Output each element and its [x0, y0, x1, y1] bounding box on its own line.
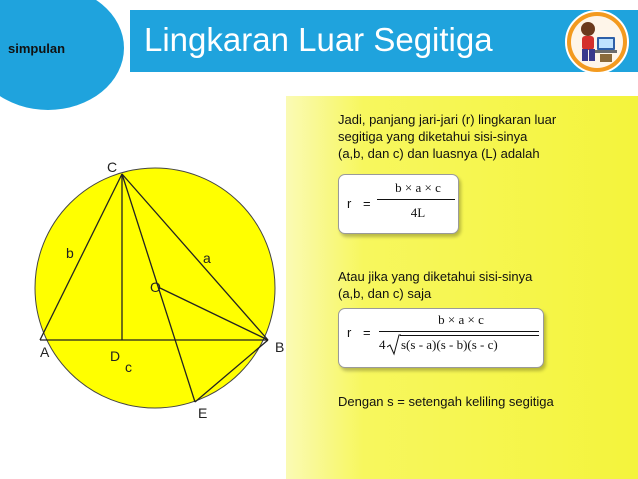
intro-line: Jadi, panjang jari-jari (r) lingkaran luar — [338, 112, 557, 127]
formula-radicand: s(s - a)(s - b)(s - c) — [401, 337, 498, 352]
label-vertex-a: A — [40, 344, 50, 360]
label-vertex-c: C — [107, 159, 118, 175]
alt-line: (a,b, dan c) saja — [338, 286, 432, 301]
label-foot-d: D — [110, 348, 121, 364]
footnote-text: Dengan s = setengah keliling segitiga — [338, 394, 554, 409]
label-point-e: E — [198, 405, 208, 421]
label-side-a: a — [203, 250, 211, 266]
label-side-c: c — [125, 359, 132, 375]
formula-coefficient: 4 — [379, 337, 386, 352]
formula-equals: = — [363, 196, 371, 211]
formula-lhs: r — [347, 196, 352, 211]
formula-equals: = — [363, 325, 371, 340]
label-side-b: b — [66, 245, 74, 261]
formula-numerator: b × a × c — [395, 180, 441, 195]
label-center-o: O — [150, 279, 161, 295]
intro-line: segitiga yang diketahui sisi-sinya — [338, 129, 528, 144]
formula-lhs: r — [347, 325, 352, 340]
alt-line: Atau jika yang diketahui sisi-sinya — [338, 269, 533, 284]
badge-label: simpulan — [8, 41, 66, 56]
formula-denominator: 4L — [410, 205, 426, 220]
page-title: Lingkaran Luar Segitiga — [144, 21, 493, 58]
label-vertex-b: B — [275, 339, 285, 355]
intro-line: (a,b, dan c) dan luasnya (L) adalah — [338, 146, 540, 161]
formula-numerator: b × a × c — [438, 312, 484, 327]
